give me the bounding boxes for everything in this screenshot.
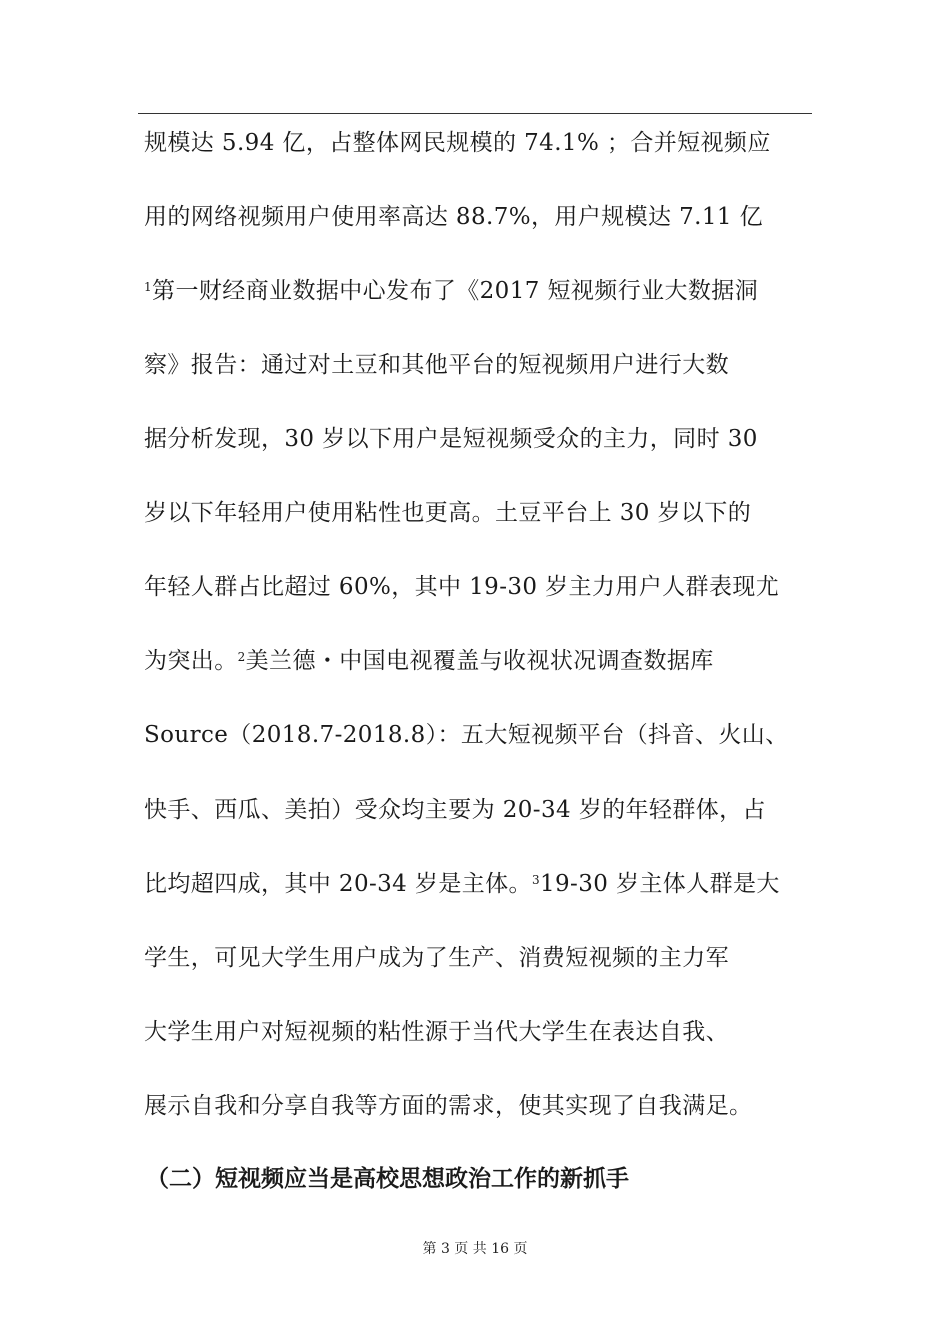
page-footer: 第 3 页 共 16 页	[422, 1241, 528, 1257]
body-line	[144, 646, 714, 676]
body-line-text: 规模达 5.94 亿，占整体网民规模的 74.1% ；合并短视频应	[144, 130, 771, 156]
body-line-text: 第一财经商业数据中心发布了《2017 短视频行业大数据洞	[152, 278, 759, 304]
footnote-marker: 1	[144, 280, 153, 294]
body-line-text: 快手、西瓜、美拍）受众均主要为 20-34 岁的年轻群体，占	[144, 797, 766, 823]
body-line-text: 年轻人群占比超过 60%，其中 19-30 岁主力用户人群表现尤	[144, 574, 780, 600]
body-line-text: 用的网络视频用户使用率高达 88.7%，用户规模达 7.11 亿	[144, 204, 764, 230]
body-line	[144, 1091, 752, 1121]
body-line-text: 学生，可见大学生用户成为了生产、消费短视频的主力军	[144, 945, 729, 971]
body-line-text: 美兰德・中国电视覆盖与收视状况调查数据库	[245, 648, 714, 674]
body-line	[144, 795, 766, 825]
body-line	[144, 498, 751, 528]
body-line-text: 19-30 岁主体人群是大	[539, 871, 780, 897]
body-line-text: 比均超四成，其中 20-34 岁是主体。	[144, 871, 532, 897]
body-line	[144, 202, 763, 232]
body-line	[144, 572, 779, 602]
body-line	[144, 350, 729, 380]
footnote-marker: 2	[237, 650, 246, 664]
body-line-text: 大学生用户对短视频的粘性源于当代大学生在表达自我、	[144, 1019, 729, 1045]
body-line	[144, 128, 771, 158]
body-line-text: 察》报告：通过对土豆和其他平台的短视频用户进行大数	[144, 352, 729, 378]
body-line	[144, 869, 780, 899]
body-line	[144, 1017, 729, 1047]
body-line	[144, 720, 789, 750]
body-line	[144, 276, 758, 306]
body-line	[144, 424, 758, 454]
section-heading: （二）短视频应当是高校思想政治工作的新抓手	[146, 1166, 629, 1192]
body-line-text: 岁以下年轻用户使用粘性也更高。土豆平台上 30 岁以下的	[144, 500, 752, 526]
footnote-marker: 3	[531, 873, 540, 887]
header-rule	[138, 113, 812, 114]
body-line-text: Source（2018.7-2018.8）：五大短视频平台（抖音、火山、	[144, 722, 789, 748]
body-line-text: 为突出。	[144, 648, 238, 674]
body-line-text: 据分析发现，30 岁以下用户是短视频受众的主力，同时 30	[144, 426, 758, 452]
body-line	[144, 943, 729, 973]
body-line-text: 展示自我和分享自我等方面的需求，使其实现了自我满足。	[144, 1093, 753, 1119]
